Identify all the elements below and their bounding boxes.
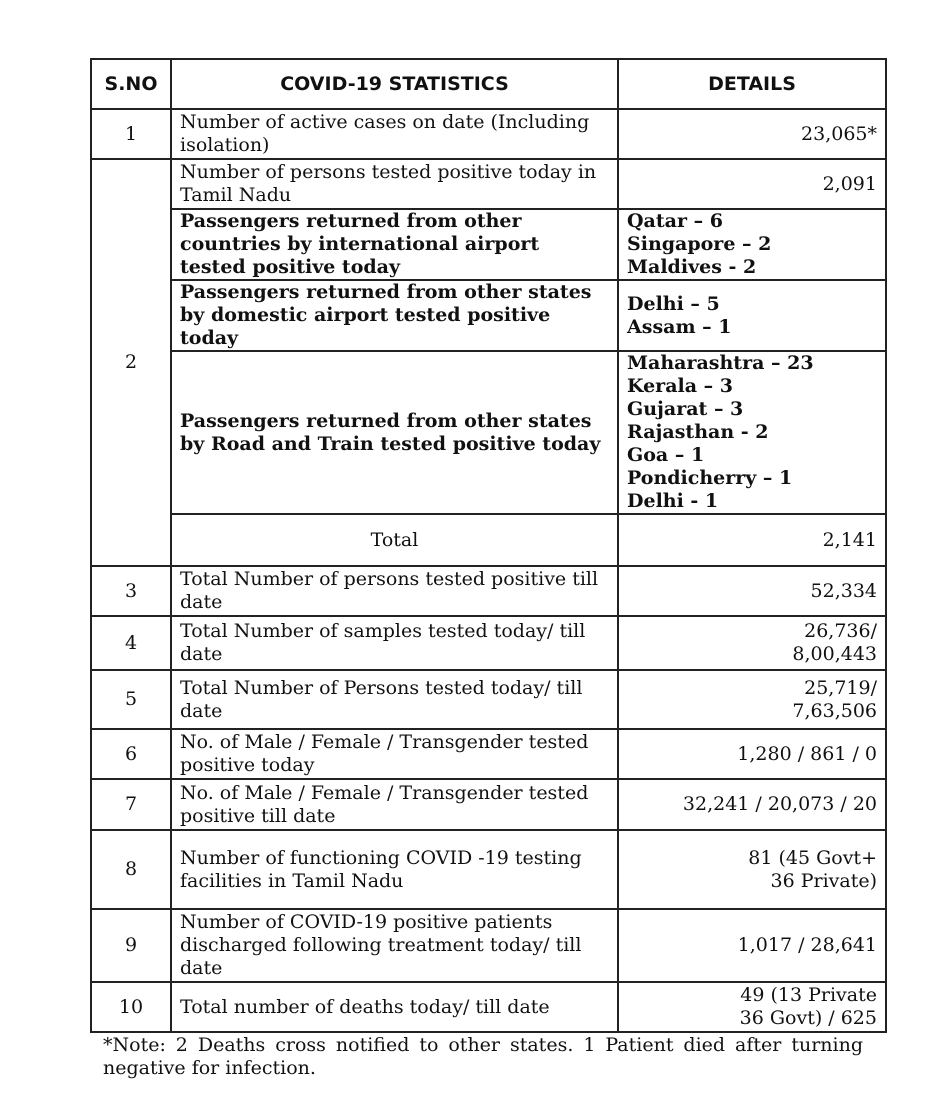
table-row xyxy=(91,830,886,909)
table-row xyxy=(91,729,886,779)
list-item: Delhi - 1 xyxy=(627,490,719,512)
row-label: No. of Male / Female / Transgender tested positive till date xyxy=(171,779,618,830)
table-row xyxy=(91,280,886,351)
row-label: Number of active cases on date (Including isolation) xyxy=(171,109,618,159)
table-row xyxy=(91,159,886,209)
row-value: 32,241 / 20,073 / 20 xyxy=(618,779,886,830)
row-label: Number of COVID-19 positive patients discharged following treatment today/ till date xyxy=(171,909,618,982)
table-row xyxy=(91,351,886,514)
table-row xyxy=(91,109,886,159)
value-line: 7,63,506 xyxy=(792,699,877,722)
total-value: 2,141 xyxy=(618,514,886,566)
table-row xyxy=(91,514,886,566)
row-sno: 2 xyxy=(91,159,171,566)
header-sno: S.NO xyxy=(91,59,171,109)
value-line: 25,719/ xyxy=(804,676,877,699)
list-item: Assam – 1 xyxy=(627,315,732,338)
row-label: Passengers returned from other countries by international airport tested positive today xyxy=(171,209,618,280)
value-line: 49 (13 Private xyxy=(740,984,877,1006)
table-row xyxy=(91,909,886,982)
row-value: 1,280 / 861 / 0 xyxy=(618,729,886,779)
state-list-road-train xyxy=(618,351,886,514)
row-label: Number of persons tested positive today in Tamil Nadu xyxy=(171,159,618,209)
row-sno: 4 xyxy=(91,616,171,670)
row-value: 52,334 xyxy=(618,566,886,616)
table-header-row xyxy=(91,59,886,109)
row-value xyxy=(618,830,886,909)
list-item: Kerala – 3 xyxy=(627,375,733,397)
table-row xyxy=(91,209,886,280)
row-sno: 5 xyxy=(91,670,171,729)
header-details: DETAILS xyxy=(618,59,886,109)
row-label: Number of functioning COVID -19 testing facilities in Tamil Nadu xyxy=(171,830,618,909)
total-label: Total xyxy=(171,514,618,566)
table-row xyxy=(91,616,886,670)
list-item: Rajasthan - 2 xyxy=(627,421,769,443)
row-label: Passengers returned from other states by domestic airport tested positive today xyxy=(171,280,618,351)
row-label: Total number of deaths today/ till date xyxy=(171,982,618,1032)
list-item: Pondicherry – 1 xyxy=(627,467,793,489)
row-sno: 7 xyxy=(91,779,171,830)
row-value: 2,091 xyxy=(618,159,886,209)
list-item: Delhi – 5 xyxy=(627,292,720,315)
row-value: 23,065* xyxy=(618,109,886,159)
list-item: Singapore – 2 xyxy=(627,233,772,255)
footnote: *Note: 2 Deaths cross notified to other states. 1 Patient died after turning negative for infection. xyxy=(103,1034,863,1079)
list-item: Goa – 1 xyxy=(627,444,705,466)
table-row xyxy=(91,670,886,729)
row-label: Total Number of samples tested today/ till date xyxy=(171,616,618,670)
row-sno: 9 xyxy=(91,909,171,982)
row-sno: 8 xyxy=(91,830,171,909)
row-sno: 10 xyxy=(91,982,171,1032)
covid-statistics-table xyxy=(90,58,887,1033)
list-item: Maharashtra – 23 xyxy=(627,352,814,374)
value-line: 81 (45 Govt+ xyxy=(748,846,877,869)
row-sno: 1 xyxy=(91,109,171,159)
table-row xyxy=(91,779,886,830)
row-label: Total Number of Persons tested today/ till date xyxy=(171,670,618,729)
list-item: Maldives - 2 xyxy=(627,256,757,278)
value-line: 36 Private) xyxy=(770,869,877,892)
table-row xyxy=(91,982,886,1032)
value-line: 8,00,443 xyxy=(792,643,877,665)
row-sno: 6 xyxy=(91,729,171,779)
row-label: Total Number of persons tested positive till date xyxy=(171,566,618,616)
row-value xyxy=(618,670,886,729)
row-value xyxy=(618,982,886,1032)
header-statistics: COVID-19 STATISTICS xyxy=(171,59,618,109)
state-list-airport xyxy=(618,280,886,351)
list-item: Gujarat – 3 xyxy=(627,398,744,420)
row-sno: 3 xyxy=(91,566,171,616)
row-label: Passengers returned from other states by Road and Train tested positive today xyxy=(171,351,618,514)
table-row xyxy=(91,566,886,616)
value-line: 26,736/ xyxy=(804,620,877,642)
row-value: 1,017 / 28,641 xyxy=(618,909,886,982)
list-item: Qatar – 6 xyxy=(627,210,723,232)
country-list xyxy=(618,209,886,280)
value-line: 36 Govt) / 625 xyxy=(739,1007,877,1029)
row-label: No. of Male / Female / Transgender tested positive today xyxy=(171,729,618,779)
row-value xyxy=(618,616,886,670)
